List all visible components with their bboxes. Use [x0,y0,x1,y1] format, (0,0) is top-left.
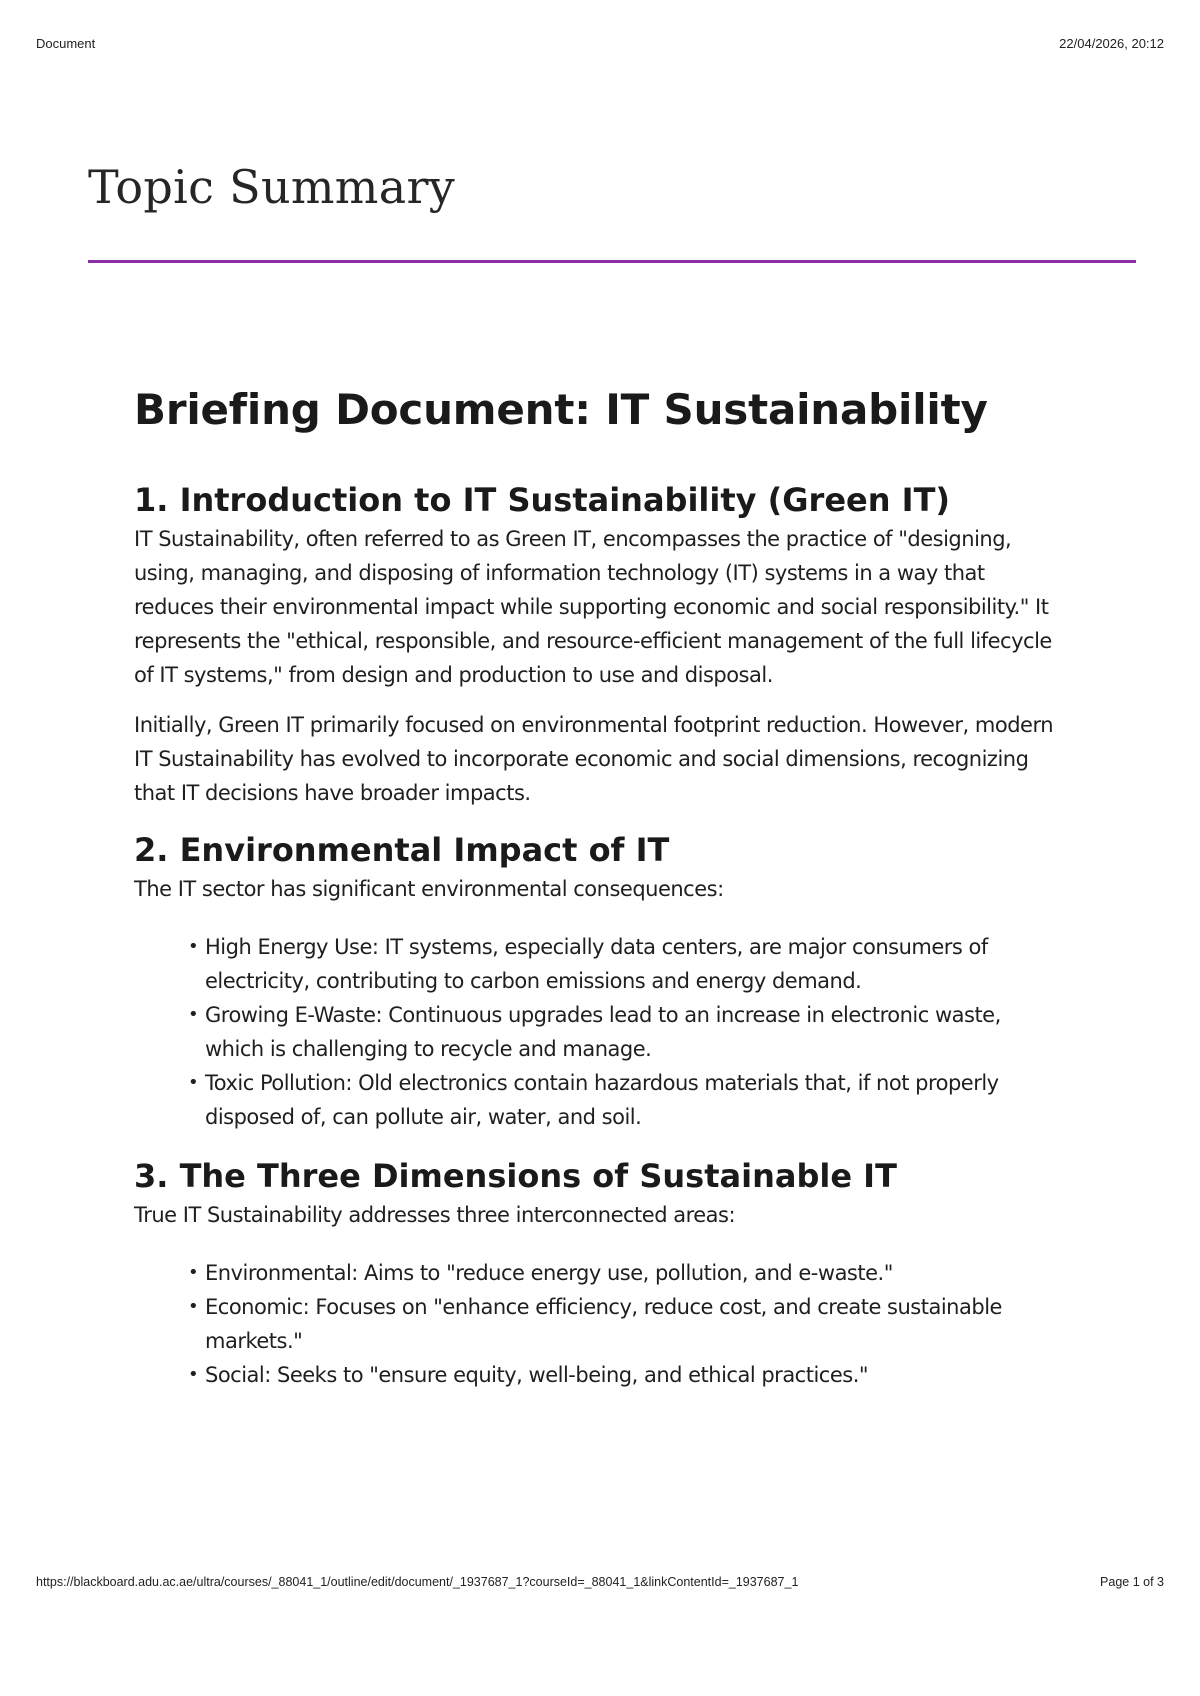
page-number: Page 1 of 3 [1100,1575,1164,1589]
list-item [188,1066,1008,1134]
list-item [188,1358,1008,1392]
print-footer [36,1575,1164,1589]
list-item-text: Environmental: Aims to "reduce energy use, pollution, and e-waste." [205,1261,893,1285]
bullet-icon: • [188,1004,199,1025]
section-three-dimensions [134,1154,1064,1392]
paragraph: IT Sustainability, often referred to as Green IT, encompasses the practice of "designing, using, managing, and disposing of information technology (IT) systems in a way that reduces their environmental impact while supporting economic and social responsibility." It represents the "ethical, responsible, and resource-efficient management of the full lifecycle of IT systems," from design and production to use and disposal. [134,527,1052,687]
document-heading: Briefing Document: IT Sustainability [134,385,988,434]
section-introduction [134,478,1064,810]
section-heading: 3. The Three Dimensions of Sustainable IT [134,1157,897,1195]
list-item [188,998,1008,1066]
section-intro: The IT sector has significant environmental consequences: [134,877,724,901]
list-item [188,1256,1008,1290]
section-heading: 1. Introduction to IT Sustainability (Green IT) [134,481,951,519]
section-heading: 2. Environmental Impact of IT [134,831,670,869]
title-divider [88,260,1136,263]
list-item-text: Growing E-Waste: Continuous upgrades lead to an increase in electronic waste, which is challenging to recycle and manage. [205,1003,1001,1061]
list-item [188,930,1008,998]
document-body [134,385,1064,1412]
bullet-icon: • [188,1364,199,1385]
print-header-title: Document [36,36,96,51]
bullet-icon: • [188,1296,199,1317]
print-header [36,36,1164,51]
page-title: Topic Summary [88,160,456,214]
bullet-icon: • [188,1072,199,1093]
bullet-icon: • [188,936,199,957]
section-intro: True IT Sustainability addresses three interconnected areas: [134,1203,736,1227]
list-item-text: High Energy Use: IT systems, especially data centers, are major consumers of electricity, contributing to carbon emissions and energy demand. [205,935,988,993]
list-item [188,1290,1008,1358]
list-item-text: Economic: Focuses on "enhance efficiency, reduce cost, and create sustainable markets." [205,1295,1002,1353]
bullet-icon: • [188,1262,199,1283]
print-footer-url: https://blackboard.adu.ac.ae/ultra/courses/_88041_1/outline/edit/document/_1937687_1?courseId=_88041_1&linkContentId=_1937687_1 [36,1575,799,1589]
bullet-list [134,930,1008,1134]
list-item-text: Social: Seeks to "ensure equity, well-being, and ethical practices." [205,1363,869,1387]
paragraph: Initially, Green IT primarily focused on environmental footprint reduction. However, modern IT Sustainability has evolved to incorporate economic and social dimensions, recognizing that IT decisions have broader impacts. [134,713,1054,805]
print-header-timestamp: 22/04/2026, 20:12 [1059,36,1164,51]
list-item-text: Toxic Pollution: Old electronics contain hazardous materials that, if not properly disposed of, can pollute air, water, and soil. [205,1071,999,1129]
section-environmental-impact [134,828,1064,1134]
bullet-list [134,1256,1008,1392]
